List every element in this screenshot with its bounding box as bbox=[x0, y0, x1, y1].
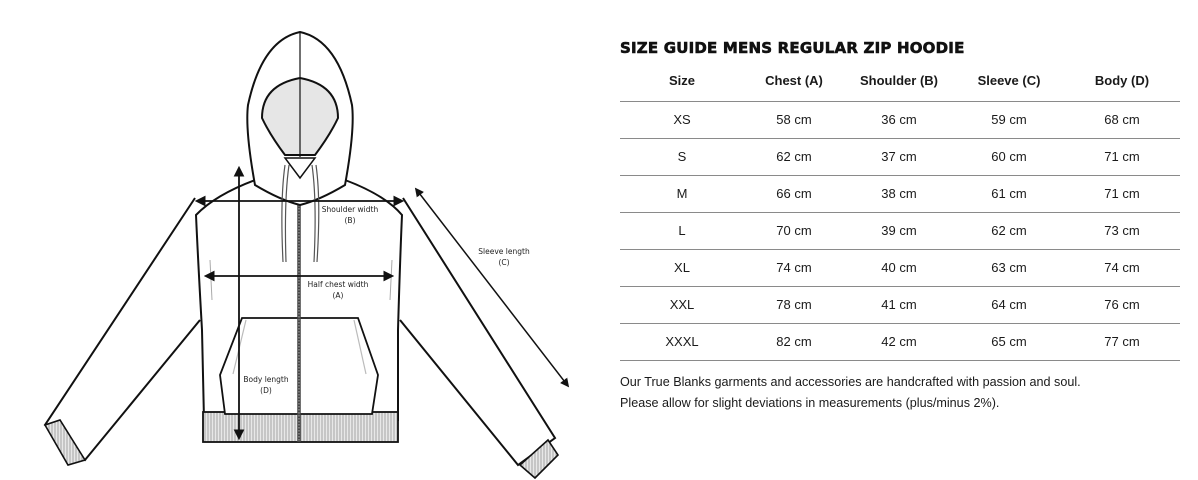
cell-size: XL bbox=[674, 260, 690, 275]
hoodie-body bbox=[196, 178, 402, 442]
cell-size: XXXL bbox=[665, 334, 699, 349]
cell-body: 73 cm bbox=[1104, 223, 1140, 238]
cell-chest: 62 cm bbox=[776, 149, 812, 164]
cell-size: XS bbox=[673, 112, 691, 127]
cell-sleeve: 63 cm bbox=[991, 260, 1027, 275]
cell-chest: 82 cm bbox=[776, 334, 812, 349]
cell-shoulder: 37 cm bbox=[881, 149, 917, 164]
cell-size: L bbox=[678, 223, 686, 238]
cell-size: M bbox=[676, 186, 688, 201]
cell-shoulder: 42 cm bbox=[881, 334, 917, 349]
table-row bbox=[620, 138, 1180, 175]
header-body: Body (D) bbox=[1094, 72, 1150, 88]
left-sleeve bbox=[45, 198, 200, 465]
shoulder-width-label: Shoulder width bbox=[321, 205, 379, 214]
cell-chest: 66 cm bbox=[776, 186, 812, 201]
cell-body: 74 cm bbox=[1104, 260, 1140, 275]
half-chest-width-code: (A) bbox=[332, 291, 344, 300]
cell-chest: 58 cm bbox=[776, 112, 812, 127]
cell-sleeve: 64 cm bbox=[991, 297, 1027, 312]
size-guide-title: SIZE GUIDE MENS REGULAR ZIP HOODIE bbox=[620, 39, 965, 57]
cell-body: 71 cm bbox=[1104, 186, 1140, 201]
cell-size: XXL bbox=[669, 297, 695, 312]
body-length-code: (D) bbox=[260, 386, 272, 395]
table-row bbox=[620, 101, 1180, 138]
header-shoulder: Shoulder (B) bbox=[860, 72, 938, 88]
shoulder-width-code: (B) bbox=[344, 216, 356, 225]
header-chest: Chest (A) bbox=[765, 72, 823, 88]
table-row bbox=[620, 175, 1180, 212]
cell-body: 77 cm bbox=[1104, 334, 1140, 349]
half-chest-width-label: Half chest width bbox=[307, 280, 369, 289]
header-sleeve: Sleeve (C) bbox=[977, 72, 1041, 88]
cell-chest: 74 cm bbox=[776, 260, 812, 275]
size-table bbox=[620, 60, 1180, 361]
header-size: Size bbox=[668, 72, 695, 88]
cell-sleeve: 60 cm bbox=[991, 149, 1027, 164]
sleeve-length-label: Sleeve length bbox=[478, 247, 530, 256]
table-row bbox=[620, 286, 1180, 323]
cell-chest: 70 cm bbox=[776, 223, 812, 238]
right-sleeve bbox=[400, 198, 558, 478]
cell-body: 71 cm bbox=[1104, 149, 1140, 164]
table-row bbox=[620, 323, 1180, 360]
measurement-note bbox=[620, 372, 1180, 414]
body-length-label: Body length bbox=[243, 375, 289, 384]
table-row bbox=[620, 212, 1180, 249]
table-row bbox=[620, 249, 1180, 286]
table-header-row bbox=[620, 60, 1180, 101]
cell-shoulder: 41 cm bbox=[881, 297, 917, 312]
cell-size: S bbox=[677, 149, 687, 164]
cell-chest: 78 cm bbox=[776, 297, 812, 312]
cell-shoulder: 40 cm bbox=[881, 260, 917, 275]
cell-shoulder: 39 cm bbox=[881, 223, 917, 238]
cell-shoulder: 36 cm bbox=[881, 112, 917, 127]
sleeve-length-code: (C) bbox=[498, 258, 510, 267]
cell-body: 76 cm bbox=[1104, 297, 1140, 312]
cell-sleeve: 65 cm bbox=[991, 334, 1027, 349]
cell-shoulder: 38 cm bbox=[881, 186, 917, 201]
cell-sleeve: 61 cm bbox=[991, 186, 1027, 201]
note-line-1: Our True Blanks garments and accessories are handcrafted with passion and soul. bbox=[620, 374, 1081, 389]
cell-body: 68 cm bbox=[1104, 112, 1140, 127]
note-line-2: Please allow for slight deviations in measurements (plus/minus 2%). bbox=[620, 395, 1000, 410]
cell-sleeve: 62 cm bbox=[991, 223, 1027, 238]
size-guide bbox=[620, 38, 1180, 414]
cell-sleeve: 59 cm bbox=[991, 112, 1027, 127]
